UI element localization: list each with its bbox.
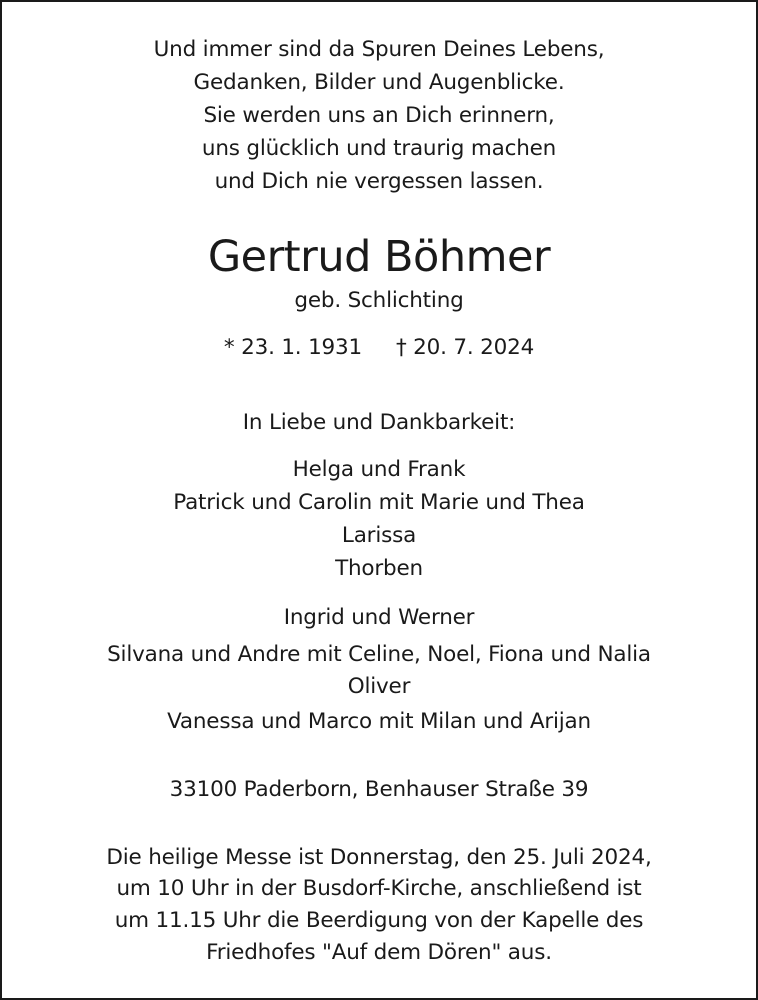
birth-date: * 23. 1. 1931 (223, 335, 362, 360)
family-member: Ingrid und Werner (283, 605, 475, 630)
poem-line: und Dich nie vergessen lassen. (214, 169, 544, 194)
service-info-line: um 11.15 Uhr die Beerdigung von der Kapelle des (114, 908, 644, 933)
poem-line: Gedanken, Bilder und Augenblicke. (193, 70, 565, 95)
poem-line: Sie werden uns an Dich erinnern, (203, 103, 555, 128)
deceased-name: Gertrud Böhmer (207, 232, 551, 282)
maiden-name: geb. Schlichting (294, 288, 464, 313)
family-member: Oliver (347, 674, 411, 699)
poem-line: Und immer sind da Spuren Deines Lebens, (153, 37, 605, 62)
family-member: Helga und Frank (292, 457, 466, 482)
address: 33100 Paderborn, Benhauser Straße 39 (169, 777, 589, 802)
family-member: Silvana und Andre mit Celine, Noel, Fiona und Nalia (107, 642, 651, 667)
death-date: † 20. 7. 2024 (396, 335, 535, 360)
family-member: Larissa (341, 523, 417, 548)
poem-line: uns glücklich und traurig machen (201, 136, 557, 161)
life-dates (2, 333, 756, 363)
dedication: In Liebe und Dankbarkeit: (242, 410, 516, 435)
service-info-line: Friedhofes "Auf dem Dören" aus. (206, 940, 552, 965)
service-info-line: um 10 Uhr in der Busdorf-Kirche, anschließend ist (116, 876, 642, 901)
family-member: Patrick und Carolin mit Marie und Thea (173, 490, 585, 515)
family-member: Vanessa und Marco mit Milan und Arijan (167, 709, 591, 734)
service-info-line: Die heilige Messe ist Donnerstag, den 25. Juli 2024, (106, 845, 652, 870)
family-member: Thorben (335, 556, 423, 581)
